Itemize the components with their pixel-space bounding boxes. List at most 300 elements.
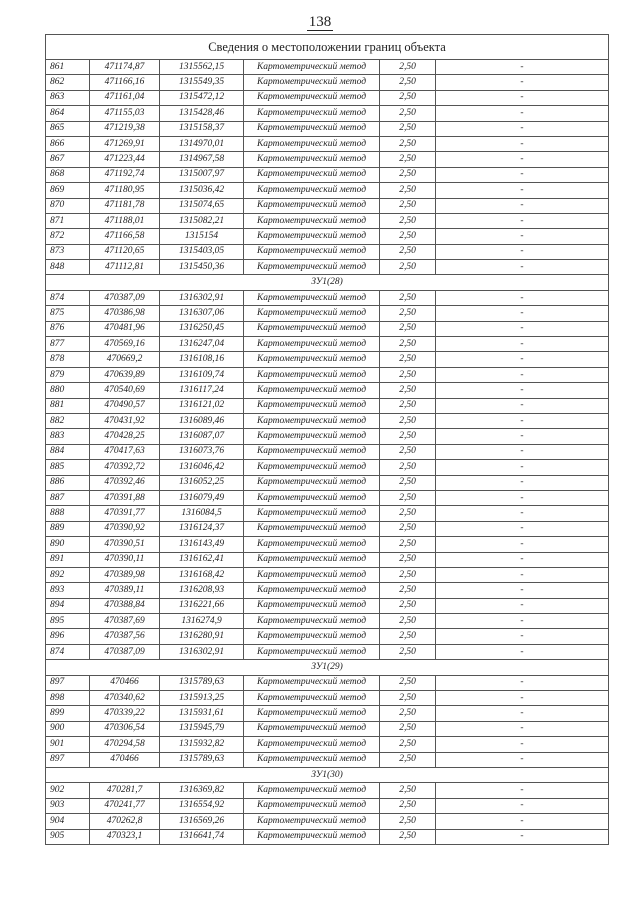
y-coordinate-cell: 1315158,37 bbox=[160, 121, 244, 136]
precision-cell: 2,50 bbox=[380, 490, 436, 505]
point-number-cell: 866 bbox=[46, 136, 90, 151]
x-coordinate-cell: 470390,92 bbox=[90, 521, 160, 536]
precision-cell: 2,50 bbox=[380, 383, 436, 398]
precision-cell: 2,50 bbox=[380, 306, 436, 321]
y-coordinate-cell: 1316247,04 bbox=[160, 337, 244, 352]
y-coordinate-cell: 1316124,37 bbox=[160, 521, 244, 536]
point-number-cell: 861 bbox=[46, 60, 90, 75]
y-coordinate-cell: 1316052,25 bbox=[160, 475, 244, 490]
table-row bbox=[46, 675, 609, 690]
section-label: ЗУ1(30) bbox=[46, 767, 609, 782]
point-number-cell: 894 bbox=[46, 598, 90, 613]
method-cell: Картометрический метод bbox=[244, 521, 380, 536]
table-row bbox=[46, 213, 609, 228]
y-coordinate-cell: 1315154 bbox=[160, 229, 244, 244]
y-coordinate-cell: 1316143,49 bbox=[160, 537, 244, 552]
precision-cell: 2,50 bbox=[380, 737, 436, 752]
point-number-cell: 887 bbox=[46, 490, 90, 505]
point-number-cell: 891 bbox=[46, 552, 90, 567]
point-number-cell: 902 bbox=[46, 783, 90, 798]
y-coordinate-cell: 1315428,46 bbox=[160, 106, 244, 121]
note-cell: - bbox=[436, 136, 609, 151]
table-title: Сведения о местоположении границ объекта bbox=[46, 35, 609, 60]
y-coordinate-cell: 1316168,42 bbox=[160, 567, 244, 582]
x-coordinate-cell: 470387,56 bbox=[90, 629, 160, 644]
precision-cell: 2,50 bbox=[380, 321, 436, 336]
table-row bbox=[46, 90, 609, 105]
note-cell: - bbox=[436, 321, 609, 336]
note-cell: - bbox=[436, 260, 609, 275]
precision-cell: 2,50 bbox=[380, 429, 436, 444]
precision-cell: 2,50 bbox=[380, 183, 436, 198]
note-cell: - bbox=[436, 90, 609, 105]
note-cell: - bbox=[436, 244, 609, 259]
x-coordinate-cell: 470387,09 bbox=[90, 644, 160, 659]
table-row bbox=[46, 521, 609, 536]
point-number-cell: 871 bbox=[46, 213, 90, 228]
x-coordinate-cell: 471219,38 bbox=[90, 121, 160, 136]
precision-cell: 2,50 bbox=[380, 644, 436, 659]
precision-cell: 2,50 bbox=[380, 444, 436, 459]
table-row bbox=[46, 152, 609, 167]
point-number-cell: 890 bbox=[46, 537, 90, 552]
x-coordinate-cell: 471181,78 bbox=[90, 198, 160, 213]
x-coordinate-cell: 470669,2 bbox=[90, 352, 160, 367]
method-cell: Картометрический метод bbox=[244, 675, 380, 690]
note-cell: - bbox=[436, 752, 609, 767]
point-number-cell: 867 bbox=[46, 152, 90, 167]
point-number-cell: 903 bbox=[46, 798, 90, 813]
point-number-cell: 878 bbox=[46, 352, 90, 367]
method-cell: Картометрический метод bbox=[244, 106, 380, 121]
point-number-cell: 893 bbox=[46, 583, 90, 598]
note-cell: - bbox=[436, 691, 609, 706]
x-coordinate-cell: 470431,92 bbox=[90, 413, 160, 428]
method-cell: Картометрический метод bbox=[244, 475, 380, 490]
note-cell: - bbox=[436, 167, 609, 182]
note-cell: - bbox=[436, 398, 609, 413]
y-coordinate-cell: 1315789,63 bbox=[160, 752, 244, 767]
y-coordinate-cell: 1316117,24 bbox=[160, 383, 244, 398]
x-coordinate-cell: 470241,77 bbox=[90, 798, 160, 813]
note-cell: - bbox=[436, 75, 609, 90]
point-number-cell: 886 bbox=[46, 475, 90, 490]
y-coordinate-cell: 1316641,74 bbox=[160, 829, 244, 844]
x-coordinate-cell: 471120,65 bbox=[90, 244, 160, 259]
x-coordinate-cell: 470386,98 bbox=[90, 306, 160, 321]
x-coordinate-cell: 470540,69 bbox=[90, 383, 160, 398]
point-number-cell: 900 bbox=[46, 721, 90, 736]
note-cell: - bbox=[436, 444, 609, 459]
table-row bbox=[46, 752, 609, 767]
precision-cell: 2,50 bbox=[380, 60, 436, 75]
precision-cell: 2,50 bbox=[380, 198, 436, 213]
point-number-cell: 901 bbox=[46, 737, 90, 752]
x-coordinate-cell: 470281,7 bbox=[90, 783, 160, 798]
section-header-row bbox=[46, 767, 609, 782]
section-label: ЗУ1(29) bbox=[46, 660, 609, 675]
note-cell: - bbox=[436, 521, 609, 536]
point-number-cell: 899 bbox=[46, 706, 90, 721]
note-cell: - bbox=[436, 367, 609, 382]
section-header-row bbox=[46, 660, 609, 675]
method-cell: Картометрический метод bbox=[244, 460, 380, 475]
precision-cell: 2,50 bbox=[380, 629, 436, 644]
table-row bbox=[46, 367, 609, 382]
table-row bbox=[46, 352, 609, 367]
y-coordinate-cell: 1315007,97 bbox=[160, 167, 244, 182]
point-number-cell: 897 bbox=[46, 752, 90, 767]
precision-cell: 2,50 bbox=[380, 752, 436, 767]
point-number-cell: 898 bbox=[46, 691, 90, 706]
precision-cell: 2,50 bbox=[380, 675, 436, 690]
table-row bbox=[46, 121, 609, 136]
x-coordinate-cell: 470323,1 bbox=[90, 829, 160, 844]
x-coordinate-cell: 470569,16 bbox=[90, 337, 160, 352]
point-number-cell: 892 bbox=[46, 567, 90, 582]
note-cell: - bbox=[436, 644, 609, 659]
note-cell: - bbox=[436, 60, 609, 75]
y-coordinate-cell: 1316121,02 bbox=[160, 398, 244, 413]
method-cell: Картометрический метод bbox=[244, 783, 380, 798]
table-row bbox=[46, 244, 609, 259]
x-coordinate-cell: 471192,74 bbox=[90, 167, 160, 182]
method-cell: Картометрический метод bbox=[244, 567, 380, 582]
precision-cell: 2,50 bbox=[380, 460, 436, 475]
point-number-cell: 865 bbox=[46, 121, 90, 136]
note-cell: - bbox=[436, 121, 609, 136]
precision-cell: 2,50 bbox=[380, 721, 436, 736]
y-coordinate-cell: 1316079,49 bbox=[160, 490, 244, 505]
method-cell: Картометрический метод bbox=[244, 537, 380, 552]
precision-cell: 2,50 bbox=[380, 244, 436, 259]
point-number-cell: 868 bbox=[46, 167, 90, 182]
method-cell: Картометрический метод bbox=[244, 752, 380, 767]
point-number-cell: 848 bbox=[46, 260, 90, 275]
precision-cell: 2,50 bbox=[380, 521, 436, 536]
precision-cell: 2,50 bbox=[380, 121, 436, 136]
y-coordinate-cell: 1316046,42 bbox=[160, 460, 244, 475]
x-coordinate-cell: 470392,46 bbox=[90, 475, 160, 490]
table-title-row bbox=[46, 35, 609, 60]
x-coordinate-cell: 470340,62 bbox=[90, 691, 160, 706]
precision-cell: 2,50 bbox=[380, 337, 436, 352]
precision-cell: 2,50 bbox=[380, 398, 436, 413]
table-row bbox=[46, 444, 609, 459]
table-row bbox=[46, 814, 609, 829]
x-coordinate-cell: 471166,58 bbox=[90, 229, 160, 244]
x-coordinate-cell: 470390,51 bbox=[90, 537, 160, 552]
x-coordinate-cell: 470481,96 bbox=[90, 321, 160, 336]
precision-cell: 2,50 bbox=[380, 367, 436, 382]
y-coordinate-cell: 1316280,91 bbox=[160, 629, 244, 644]
table-row bbox=[46, 383, 609, 398]
x-coordinate-cell: 470391,88 bbox=[90, 490, 160, 505]
precision-cell: 2,50 bbox=[380, 706, 436, 721]
precision-cell: 2,50 bbox=[380, 152, 436, 167]
note-cell: - bbox=[436, 737, 609, 752]
table-row bbox=[46, 321, 609, 336]
x-coordinate-cell: 471269,91 bbox=[90, 136, 160, 151]
method-cell: Картометрический метод bbox=[244, 444, 380, 459]
y-coordinate-cell: 1316084,5 bbox=[160, 506, 244, 521]
method-cell: Картометрический метод bbox=[244, 229, 380, 244]
point-number-cell: 877 bbox=[46, 337, 90, 352]
table-row bbox=[46, 721, 609, 736]
y-coordinate-cell: 1316087,07 bbox=[160, 429, 244, 444]
method-cell: Картометрический метод bbox=[244, 398, 380, 413]
y-coordinate-cell: 1315913,25 bbox=[160, 691, 244, 706]
x-coordinate-cell: 470262,8 bbox=[90, 814, 160, 829]
precision-cell: 2,50 bbox=[380, 475, 436, 490]
point-number-cell: 862 bbox=[46, 75, 90, 90]
table-row bbox=[46, 429, 609, 444]
note-cell: - bbox=[436, 413, 609, 428]
point-number-cell: 896 bbox=[46, 629, 90, 644]
table-row bbox=[46, 460, 609, 475]
method-cell: Картометрический метод bbox=[244, 183, 380, 198]
method-cell: Картометрический метод bbox=[244, 367, 380, 382]
x-coordinate-cell: 471155,03 bbox=[90, 106, 160, 121]
x-coordinate-cell: 470389,98 bbox=[90, 567, 160, 582]
method-cell: Картометрический метод bbox=[244, 213, 380, 228]
method-cell: Картометрический метод bbox=[244, 798, 380, 813]
x-coordinate-cell: 470389,11 bbox=[90, 583, 160, 598]
x-coordinate-cell: 471112,81 bbox=[90, 260, 160, 275]
x-coordinate-cell: 470306,54 bbox=[90, 721, 160, 736]
method-cell: Картометрический метод bbox=[244, 306, 380, 321]
precision-cell: 2,50 bbox=[380, 798, 436, 813]
table-row bbox=[46, 583, 609, 598]
x-coordinate-cell: 470387,09 bbox=[90, 290, 160, 305]
table-row bbox=[46, 229, 609, 244]
note-cell: - bbox=[436, 798, 609, 813]
note-cell: - bbox=[436, 352, 609, 367]
note-cell: - bbox=[436, 106, 609, 121]
x-coordinate-cell: 471166,16 bbox=[90, 75, 160, 90]
y-coordinate-cell: 1314970,01 bbox=[160, 136, 244, 151]
method-cell: Картометрический метод bbox=[244, 337, 380, 352]
method-cell: Картометрический метод bbox=[244, 706, 380, 721]
x-coordinate-cell: 470387,69 bbox=[90, 614, 160, 629]
precision-cell: 2,50 bbox=[380, 90, 436, 105]
boundary-table bbox=[45, 34, 609, 845]
note-cell: - bbox=[436, 152, 609, 167]
y-coordinate-cell: 1315945,79 bbox=[160, 721, 244, 736]
precision-cell: 2,50 bbox=[380, 783, 436, 798]
method-cell: Картометрический метод bbox=[244, 198, 380, 213]
method-cell: Картометрический метод bbox=[244, 829, 380, 844]
precision-cell: 2,50 bbox=[380, 352, 436, 367]
precision-cell: 2,50 bbox=[380, 614, 436, 629]
note-cell: - bbox=[436, 598, 609, 613]
precision-cell: 2,50 bbox=[380, 583, 436, 598]
table-row bbox=[46, 306, 609, 321]
method-cell: Картометрический метод bbox=[244, 383, 380, 398]
y-coordinate-cell: 1316089,46 bbox=[160, 413, 244, 428]
y-coordinate-cell: 1316073,76 bbox=[160, 444, 244, 459]
precision-cell: 2,50 bbox=[380, 413, 436, 428]
precision-cell: 2,50 bbox=[380, 229, 436, 244]
point-number-cell: 875 bbox=[46, 306, 90, 321]
note-cell: - bbox=[436, 460, 609, 475]
x-coordinate-cell: 471188,01 bbox=[90, 213, 160, 228]
table-row bbox=[46, 829, 609, 844]
y-coordinate-cell: 1314967,58 bbox=[160, 152, 244, 167]
note-cell: - bbox=[436, 213, 609, 228]
method-cell: Картометрический метод bbox=[244, 60, 380, 75]
precision-cell: 2,50 bbox=[380, 75, 436, 90]
x-coordinate-cell: 470388,84 bbox=[90, 598, 160, 613]
point-number-cell: 870 bbox=[46, 198, 90, 213]
x-coordinate-cell: 470639,89 bbox=[90, 367, 160, 382]
table-row bbox=[46, 337, 609, 352]
x-coordinate-cell: 470466 bbox=[90, 752, 160, 767]
point-number-cell: 882 bbox=[46, 413, 90, 428]
point-number-cell: 874 bbox=[46, 644, 90, 659]
y-coordinate-cell: 1315562,15 bbox=[160, 60, 244, 75]
point-number-cell: 876 bbox=[46, 321, 90, 336]
note-cell: - bbox=[436, 567, 609, 582]
note-cell: - bbox=[436, 552, 609, 567]
method-cell: Картометрический метод bbox=[244, 721, 380, 736]
note-cell: - bbox=[436, 614, 609, 629]
point-number-cell: 885 bbox=[46, 460, 90, 475]
table-row bbox=[46, 260, 609, 275]
method-cell: Картометрический метод bbox=[244, 629, 380, 644]
point-number-cell: 881 bbox=[46, 398, 90, 413]
table-row bbox=[46, 490, 609, 505]
point-number-cell: 874 bbox=[46, 290, 90, 305]
x-coordinate-cell: 470428,25 bbox=[90, 429, 160, 444]
precision-cell: 2,50 bbox=[380, 814, 436, 829]
y-coordinate-cell: 1316108,16 bbox=[160, 352, 244, 367]
note-cell: - bbox=[436, 783, 609, 798]
y-coordinate-cell: 1316250,45 bbox=[160, 321, 244, 336]
point-number-cell: 879 bbox=[46, 367, 90, 382]
table-row bbox=[46, 136, 609, 151]
precision-cell: 2,50 bbox=[380, 567, 436, 582]
precision-cell: 2,50 bbox=[380, 106, 436, 121]
note-cell: - bbox=[436, 229, 609, 244]
method-cell: Картометрический метод bbox=[244, 583, 380, 598]
method-cell: Картометрический метод bbox=[244, 167, 380, 182]
y-coordinate-cell: 1316109,74 bbox=[160, 367, 244, 382]
y-coordinate-cell: 1315472,12 bbox=[160, 90, 244, 105]
method-cell: Картометрический метод bbox=[244, 429, 380, 444]
y-coordinate-cell: 1315403,05 bbox=[160, 244, 244, 259]
table-row bbox=[46, 106, 609, 121]
point-number-cell: 884 bbox=[46, 444, 90, 459]
y-coordinate-cell: 1315931,61 bbox=[160, 706, 244, 721]
x-coordinate-cell: 470390,11 bbox=[90, 552, 160, 567]
x-coordinate-cell: 471161,04 bbox=[90, 90, 160, 105]
precision-cell: 2,50 bbox=[380, 598, 436, 613]
point-number-cell: 895 bbox=[46, 614, 90, 629]
point-number-cell: 872 bbox=[46, 229, 90, 244]
y-coordinate-cell: 1316554,92 bbox=[160, 798, 244, 813]
method-cell: Картометрический метод bbox=[244, 552, 380, 567]
point-number-cell: 904 bbox=[46, 814, 90, 829]
x-coordinate-cell: 470417,63 bbox=[90, 444, 160, 459]
table-row bbox=[46, 737, 609, 752]
table-row bbox=[46, 798, 609, 813]
point-number-cell: 897 bbox=[46, 675, 90, 690]
page-number bbox=[0, 14, 640, 31]
method-cell: Картометрический метод bbox=[244, 352, 380, 367]
table-row bbox=[46, 598, 609, 613]
table-row bbox=[46, 167, 609, 182]
x-coordinate-cell: 471174,87 bbox=[90, 60, 160, 75]
note-cell: - bbox=[436, 629, 609, 644]
precision-cell: 2,50 bbox=[380, 506, 436, 521]
table-row bbox=[46, 783, 609, 798]
method-cell: Картометрический метод bbox=[244, 244, 380, 259]
note-cell: - bbox=[436, 337, 609, 352]
table-row bbox=[46, 567, 609, 582]
table-row bbox=[46, 691, 609, 706]
note-cell: - bbox=[436, 506, 609, 521]
x-coordinate-cell: 470392,72 bbox=[90, 460, 160, 475]
method-cell: Картометрический метод bbox=[244, 737, 380, 752]
method-cell: Картометрический метод bbox=[244, 321, 380, 336]
y-coordinate-cell: 1316302,91 bbox=[160, 290, 244, 305]
method-cell: Картометрический метод bbox=[244, 691, 380, 706]
x-coordinate-cell: 470490,57 bbox=[90, 398, 160, 413]
note-cell: - bbox=[436, 583, 609, 598]
y-coordinate-cell: 1315036,42 bbox=[160, 183, 244, 198]
point-number-cell: 883 bbox=[46, 429, 90, 444]
y-coordinate-cell: 1315549,35 bbox=[160, 75, 244, 90]
note-cell: - bbox=[436, 198, 609, 213]
method-cell: Картометрический метод bbox=[244, 644, 380, 659]
table-row bbox=[46, 537, 609, 552]
note-cell: - bbox=[436, 537, 609, 552]
table-row bbox=[46, 398, 609, 413]
point-number-cell: 880 bbox=[46, 383, 90, 398]
precision-cell: 2,50 bbox=[380, 829, 436, 844]
x-coordinate-cell: 471223,44 bbox=[90, 152, 160, 167]
y-coordinate-cell: 1315932,82 bbox=[160, 737, 244, 752]
method-cell: Картометрический метод bbox=[244, 260, 380, 275]
point-number-cell: 889 bbox=[46, 521, 90, 536]
point-number-cell: 905 bbox=[46, 829, 90, 844]
y-coordinate-cell: 1315074,65 bbox=[160, 198, 244, 213]
method-cell: Картометрический метод bbox=[244, 75, 380, 90]
precision-cell: 2,50 bbox=[380, 290, 436, 305]
point-number-cell: 873 bbox=[46, 244, 90, 259]
table-row bbox=[46, 290, 609, 305]
y-coordinate-cell: 1315082,21 bbox=[160, 213, 244, 228]
y-coordinate-cell: 1316162,41 bbox=[160, 552, 244, 567]
y-coordinate-cell: 1316569,26 bbox=[160, 814, 244, 829]
point-number-cell: 869 bbox=[46, 183, 90, 198]
method-cell: Картометрический метод bbox=[244, 506, 380, 521]
precision-cell: 2,50 bbox=[380, 167, 436, 182]
table-row bbox=[46, 552, 609, 567]
x-coordinate-cell: 470294,58 bbox=[90, 737, 160, 752]
method-cell: Картометрический метод bbox=[244, 152, 380, 167]
y-coordinate-cell: 1316221,66 bbox=[160, 598, 244, 613]
point-number-cell: 864 bbox=[46, 106, 90, 121]
table-row bbox=[46, 706, 609, 721]
method-cell: Картометрический метод bbox=[244, 614, 380, 629]
page-number-text: 138 bbox=[308, 14, 332, 30]
precision-cell: 2,50 bbox=[380, 213, 436, 228]
method-cell: Картометрический метод bbox=[244, 290, 380, 305]
table-row bbox=[46, 644, 609, 659]
y-coordinate-cell: 1316302,91 bbox=[160, 644, 244, 659]
